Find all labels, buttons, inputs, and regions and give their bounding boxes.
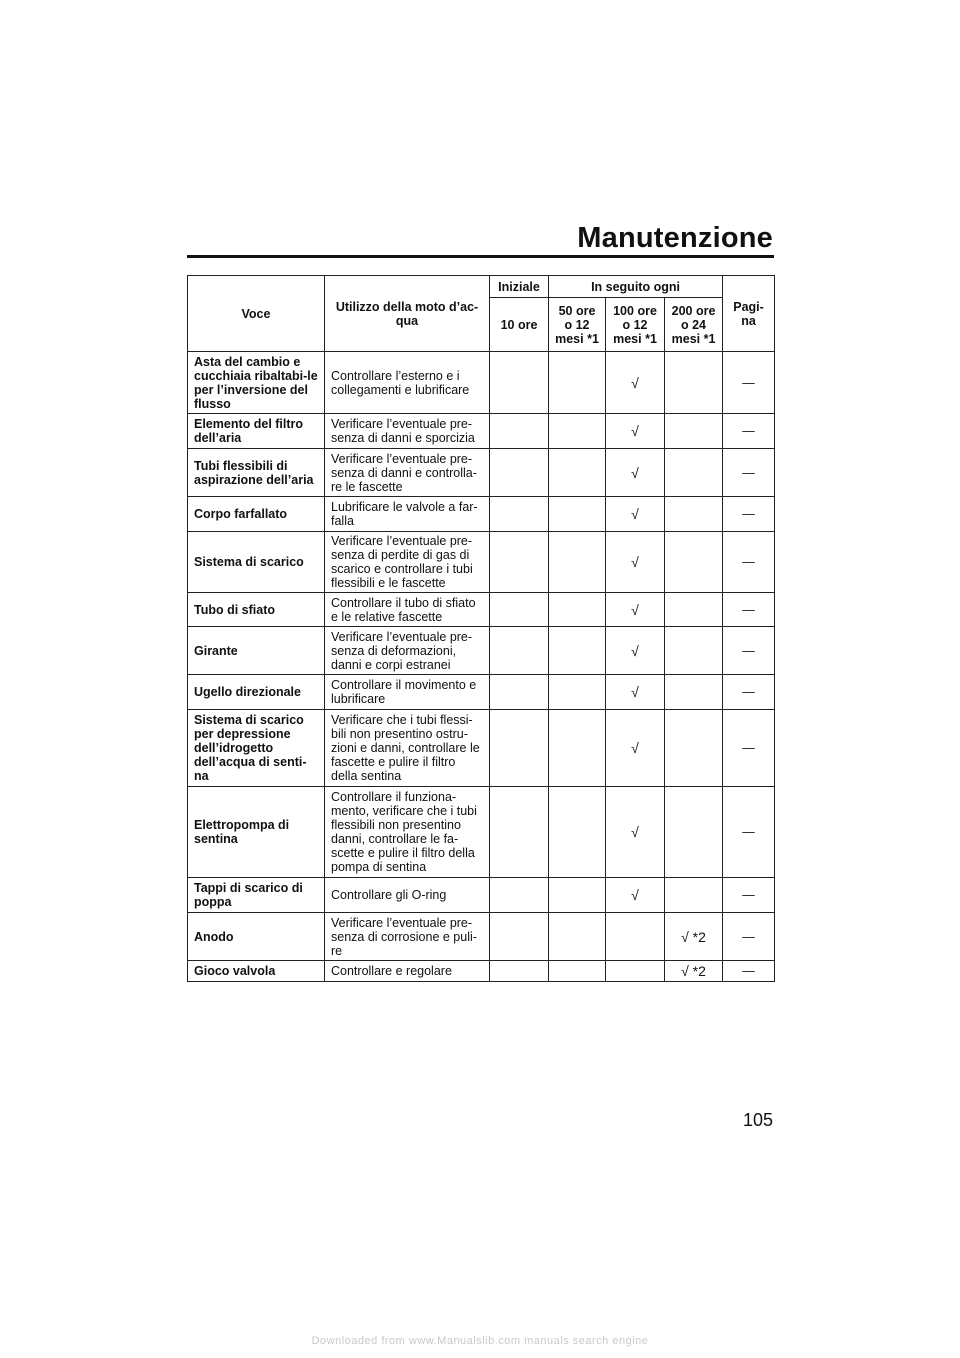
row-50-ore [549, 449, 606, 497]
row-action: Controllare il tubo di sfiato e le relative fascette [325, 593, 490, 627]
row-100-ore: √ [606, 627, 665, 675]
row-page: — [723, 913, 775, 961]
table-row [188, 787, 775, 878]
row-item: Asta del cambio e cucchiaia ribaltabi-le per l’inversione del flusso [188, 352, 325, 414]
row-100-ore: √ [606, 878, 665, 913]
row-page: — [723, 878, 775, 913]
row-page: — [723, 532, 775, 593]
table-row [188, 352, 775, 414]
row-10-ore [490, 710, 549, 787]
footer-watermark: Downloaded from www.Manualslib.com manuals search engine [311, 1335, 649, 1347]
table-row [188, 593, 775, 627]
row-action: Verificare l’eventuale pre-senza di perdite di gas di scarico e controllare i tubi flessibili e le fascette [325, 532, 490, 593]
table-row [188, 497, 775, 532]
row-50-ore [549, 414, 606, 449]
row-page: — [723, 710, 775, 787]
row-10-ore [490, 414, 549, 449]
row-200-ore [665, 414, 723, 449]
row-200-ore: √ *2 [665, 961, 723, 982]
row-10-ore [490, 787, 549, 878]
row-action: Verificare l’eventuale pre-senza di danni e controlla-re le fascette [325, 449, 490, 497]
row-item: Ugello direzionale [188, 675, 325, 710]
row-item: Sistema di scarico [188, 532, 325, 593]
row-10-ore [490, 878, 549, 913]
title-rule [187, 255, 774, 258]
row-10-ore [490, 449, 549, 497]
row-10-ore [490, 532, 549, 593]
row-200-ore [665, 449, 723, 497]
row-page: — [723, 627, 775, 675]
row-200-ore [665, 352, 723, 414]
row-200-ore: √ *2 [665, 913, 723, 961]
row-50-ore [549, 710, 606, 787]
row-item: Tappi di scarico di poppa [188, 878, 325, 913]
row-item: Tubi flessibili di aspirazione dell’aria [188, 449, 325, 497]
row-10-ore [490, 593, 549, 627]
row-50-ore [549, 675, 606, 710]
row-100-ore: √ [606, 352, 665, 414]
row-100-ore [606, 961, 665, 982]
table-row [188, 961, 775, 982]
row-item: Gioco valvola [188, 961, 325, 982]
table-row [188, 913, 775, 961]
row-10-ore [490, 627, 549, 675]
row-200-ore [665, 710, 723, 787]
page-title: Manutenzione [577, 222, 773, 254]
row-100-ore [606, 913, 665, 961]
header-pagina: Pagi-na [723, 276, 775, 352]
row-action: Controllare il movimento e lubrificare [325, 675, 490, 710]
table-row [188, 675, 775, 710]
header-50-ore: 50 ore o 12 mesi *1 [549, 298, 606, 352]
row-action: Controllare gli O-ring [325, 878, 490, 913]
row-200-ore [665, 675, 723, 710]
row-item: Tubo di sfiato [188, 593, 325, 627]
row-item: Anodo [188, 913, 325, 961]
header-utilizzo: Utilizzo della moto d’ac-qua [325, 276, 490, 352]
row-action: Controllare e regolare [325, 961, 490, 982]
row-action: Verificare l’eventuale pre-senza di danni e sporcizia [325, 414, 490, 449]
row-page: — [723, 961, 775, 982]
row-action: Controllare l’esterno e i collegamenti e lubrificare [325, 352, 490, 414]
row-100-ore: √ [606, 710, 665, 787]
row-action: Lubrificare le valvole a far-falla [325, 497, 490, 532]
row-50-ore [549, 497, 606, 532]
row-100-ore: √ [606, 787, 665, 878]
row-page: — [723, 414, 775, 449]
row-100-ore: √ [606, 532, 665, 593]
row-100-ore: √ [606, 414, 665, 449]
row-50-ore [549, 532, 606, 593]
row-50-ore [549, 352, 606, 414]
row-10-ore [490, 961, 549, 982]
table-row [188, 627, 775, 675]
row-page: — [723, 497, 775, 532]
row-200-ore [665, 878, 723, 913]
row-action: Verificare che i tubi flessi-bili non presentino ostru-zioni e danni, controllare le fascette e pulire il filtro della sentina [325, 710, 490, 787]
row-action: Verificare l’eventuale pre-senza di corrosione e puli-re [325, 913, 490, 961]
row-10-ore [490, 352, 549, 414]
header-100-ore: 100 ore o 12 mesi *1 [606, 298, 665, 352]
row-50-ore [549, 787, 606, 878]
row-200-ore [665, 627, 723, 675]
table-row [188, 414, 775, 449]
row-10-ore [490, 497, 549, 532]
row-10-ore [490, 675, 549, 710]
row-200-ore [665, 532, 723, 593]
header-voce: Voce [188, 276, 325, 352]
header-10-ore: 10 ore [490, 298, 549, 352]
header-in-seguito: In seguito ogni [549, 276, 723, 298]
row-100-ore: √ [606, 675, 665, 710]
maintenance-table [187, 275, 775, 982]
row-item: Elemento del filtro dell’aria [188, 414, 325, 449]
row-200-ore [665, 593, 723, 627]
row-50-ore [549, 593, 606, 627]
row-200-ore [665, 787, 723, 878]
row-page: — [723, 352, 775, 414]
table-row [188, 532, 775, 593]
row-100-ore: √ [606, 593, 665, 627]
row-50-ore [549, 961, 606, 982]
row-200-ore [665, 497, 723, 532]
table-row [188, 710, 775, 787]
row-item: Elettropompa di sentina [188, 787, 325, 878]
row-page: — [723, 675, 775, 710]
row-10-ore [490, 913, 549, 961]
row-page: — [723, 787, 775, 878]
row-50-ore [549, 878, 606, 913]
row-50-ore [549, 627, 606, 675]
row-100-ore: √ [606, 497, 665, 532]
row-100-ore: √ [606, 449, 665, 497]
row-action: Controllare il funziona-mento, verificare che i tubi flessibili non presentino danni, controllare le fa-scette e pulire il filtro della pompa di sentina [325, 787, 490, 878]
table-row [188, 449, 775, 497]
header-200-ore: 200 ore o 24 mesi *1 [665, 298, 723, 352]
row-page: — [723, 449, 775, 497]
row-action: Verificare l’eventuale pre-senza di deformazioni, danni e corpi estranei [325, 627, 490, 675]
page-number: 105 [742, 1110, 773, 1130]
row-item: Sistema di scarico per depressione dell’idrogetto dell’acqua di senti-na [188, 710, 325, 787]
row-item: Corpo farfallato [188, 497, 325, 532]
row-item: Girante [188, 627, 325, 675]
table-row [188, 878, 775, 913]
header-iniziale: Iniziale [490, 276, 549, 298]
row-50-ore [549, 913, 606, 961]
row-page: — [723, 593, 775, 627]
